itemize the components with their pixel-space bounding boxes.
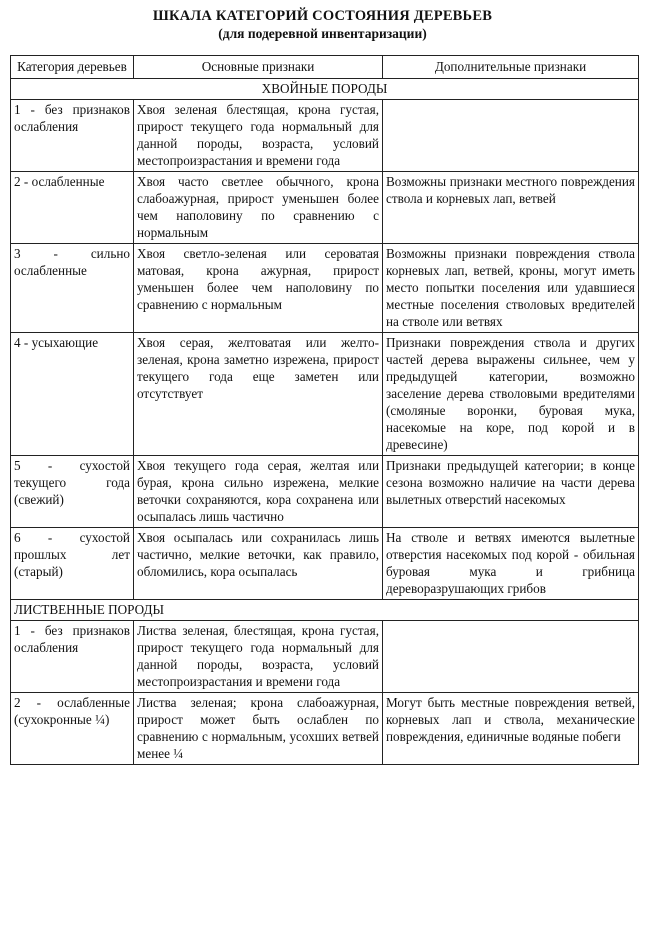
extra-signs-cell: Признаки предыдущей категории; в конце сезона возможно наличие на части дерева вылетных отверстий насекомых: [383, 456, 639, 528]
category-cell: 2 - ослабленные (сухокронные ¼): [11, 693, 134, 765]
table-row: [11, 528, 639, 600]
table-row: [11, 244, 639, 333]
table-row: [11, 333, 639, 456]
extra-signs-cell: [383, 621, 639, 693]
table-row: [11, 172, 639, 244]
table-row: [11, 100, 639, 172]
extra-signs-cell: Возможны признаки повреждения ствола корневых лап, ветвей, кроны, могут иметь место попытки поселения или удавшиеся местные поселения стволовых вредителей на стволе или ветвях: [383, 244, 639, 333]
main-signs-cell: Листва зеленая, блестящая, крона густая, прирост текущего года нормальный для данной породы, возраста, условий местопроизрастания и времени года: [134, 621, 383, 693]
category-cell: 6 - сухостой прошлых лет (старый): [11, 528, 134, 600]
table-row: [11, 693, 639, 765]
extra-signs-cell: Признаки повреждения ствола и других частей дерева выражены сильнее, чем у предыдущей категории, возможно заселение дерева стволовыми вредителями (смоляные воронки, буровая мука, насекомые на коре, под корой и в древесине): [383, 333, 639, 456]
extra-signs-cell: Могут быть местные повреждения ветвей, корневых лап и ствола, механические повреждения, единичные водяные побеги: [383, 693, 639, 765]
header-extra-signs: Дополнительные признаки: [383, 56, 639, 79]
main-signs-cell: Листва зеленая; крона слабоажурная, прирост может быть ослаблен по сравнению с нормальным, усохших ветвей менее ¼: [134, 693, 383, 765]
section-title: ЛИСТВЕННЫЕ ПОРОДЫ: [11, 600, 639, 621]
category-cell: 3 - сильно ослабленные: [11, 244, 134, 333]
main-signs-cell: Хвоя зеленая блестящая, крона густая, прирост текущего года нормальный для данной породы, возраста, условий местопроизрастания и времени года: [134, 100, 383, 172]
table-row: [11, 456, 639, 528]
category-cell: 1 - без признаков ослабления: [11, 621, 134, 693]
main-signs-cell: Хвоя светло-зеленая или сероватая матовая, крона ажурная, прирост уменьшен более чем наполовину по сравнению с нормальным: [134, 244, 383, 333]
section-row-conifers: [11, 79, 639, 100]
extra-signs-cell: Возможны признаки местного повреждения ствола и корневых лап, ветвей: [383, 172, 639, 244]
extra-signs-cell: [383, 100, 639, 172]
category-cell: 2 - ослабленные: [11, 172, 134, 244]
document-subtitle: (для подеревной инвентаризации): [218, 26, 427, 41]
table-row: [11, 621, 639, 693]
tree-condition-table: [10, 55, 639, 765]
category-cell: 1 - без признаков ослабления: [11, 100, 134, 172]
section-title: ХВОЙНЫЕ ПОРОДЫ: [11, 79, 639, 100]
main-signs-cell: Хвоя текущего года серая, желтая или бурая, крона сильно изрежена, мелкие веточки сохраняются, кора сохранена или осыпалась лишь частично: [134, 456, 383, 528]
category-cell: 4 - усыхающие: [11, 333, 134, 456]
category-cell: 5 - сухостой текущего года (свежий): [11, 456, 134, 528]
document-title: ШКАЛА КАТЕГОРИЙ СОСТОЯНИЯ ДЕРЕВЬЕВ: [152, 8, 493, 24]
extra-signs-cell: На стволе и ветвях имеются вылетные отверстия насекомых под корой - обильная буровая мука и грибница дереворазрушающих грибов: [383, 528, 639, 600]
main-signs-cell: Хвоя часто светлее обычного, крона слабоажурная, прирост уменьшен более чем наполовину по сравнению с нормальным: [134, 172, 383, 244]
header-category: Категория деревьев: [11, 56, 134, 79]
main-signs-cell: Хвоя серая, желтоватая или желто-зеленая, крона заметно изрежена, прирост текущего года еще заметен или отсутствует: [134, 333, 383, 456]
table-header-row: [11, 56, 639, 79]
section-row-deciduous: [11, 600, 639, 621]
header-main-signs: Основные признаки: [134, 56, 383, 79]
main-signs-cell: Хвоя осыпалась или сохранилась лишь частично, мелкие веточки, как правило, обломились, кора осыпалась: [134, 528, 383, 600]
